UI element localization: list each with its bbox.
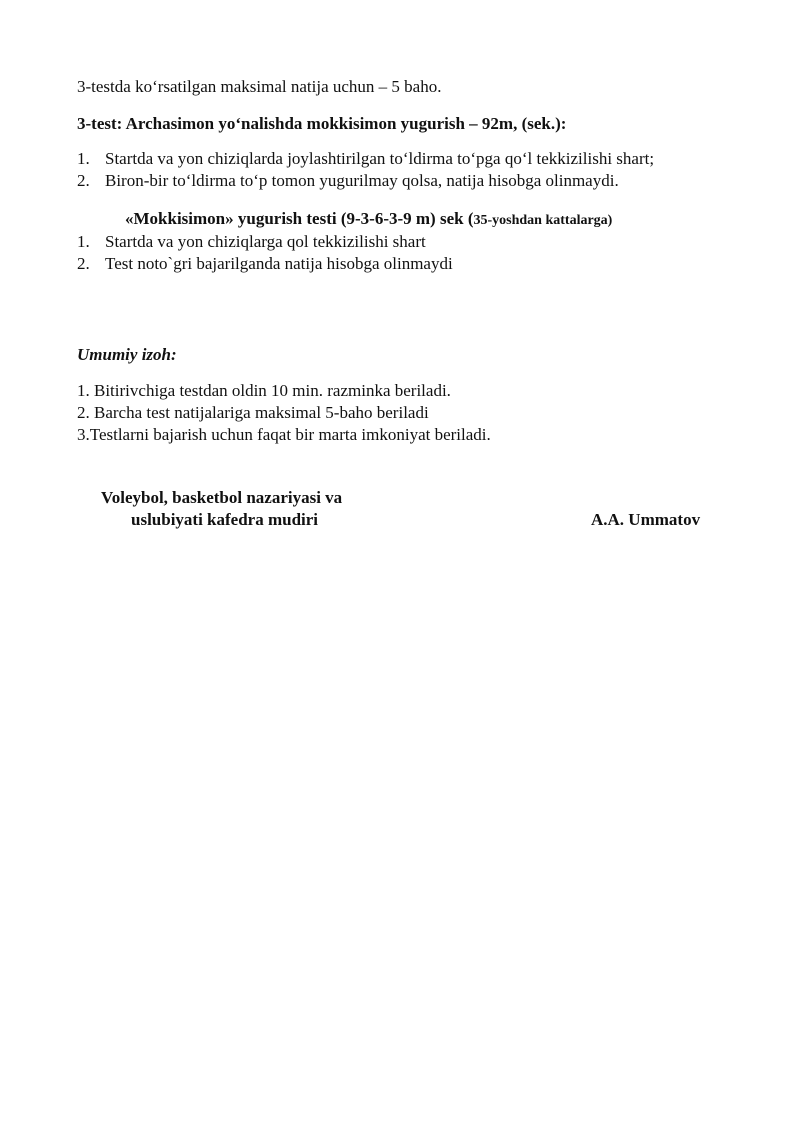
general-line: 2. Barcha test natijalariga maksimal 5-baho beriladi bbox=[77, 403, 429, 422]
test3-heading: 3-test: Archasimon yo‘nalishda mokkisimon yugurish – 92m, (sek.): bbox=[77, 114, 567, 133]
list-number: 2. bbox=[77, 171, 90, 190]
signature-title-line2: uslubiyati kafedra mudiri bbox=[131, 510, 319, 529]
list-text: Startda va yon chiziqlarga qol tekkizilishi shart bbox=[105, 232, 426, 251]
list-item bbox=[77, 170, 654, 192]
signature-title-line1: Voleybol, basketbol nazariyasi va bbox=[101, 488, 343, 507]
general-line: 1. Bitirivchiga testdan oldin 10 min. razminka beriladi. bbox=[77, 381, 451, 400]
signature-name: A.A. Ummatov bbox=[591, 510, 701, 529]
list-number: 2. bbox=[77, 254, 90, 273]
list-number: 1. bbox=[77, 149, 90, 168]
shuttle-heading-age: 35-yoshdan kattalarga) bbox=[473, 213, 613, 228]
list-item bbox=[77, 148, 654, 170]
general-line: 3.Testlarni bajarish uchun faqat bir marta imkoniyat beriladi. bbox=[77, 425, 491, 444]
shuttle-list bbox=[77, 231, 453, 275]
list-text: Test noto`gri bajarilganda natija hisobga olinmaydi bbox=[105, 254, 453, 273]
list-item bbox=[77, 231, 453, 253]
list-text: Biron-bir to‘ldirma to‘p tomon yugurilmay qolsa, natija hisobga olinmaydi. bbox=[105, 171, 619, 190]
general-heading: Umumiy izoh: bbox=[77, 345, 177, 364]
intro-line: 3-testda ko‘rsatilgan maksimal natija uchun – 5 baho. bbox=[77, 77, 442, 96]
list-item bbox=[77, 253, 453, 275]
list-text: Startda va yon chiziqlarda joylashtirilgan to‘ldirma to‘pga qo‘l tekkizilishi shart; bbox=[105, 149, 655, 168]
shuttle-heading-main: «Mokkisimon» yugurish testi (9-3-6-3-9 m) sek ( bbox=[125, 209, 474, 228]
test3-list bbox=[77, 148, 654, 192]
shuttle-heading bbox=[125, 208, 612, 232]
list-number: 1. bbox=[77, 232, 90, 251]
